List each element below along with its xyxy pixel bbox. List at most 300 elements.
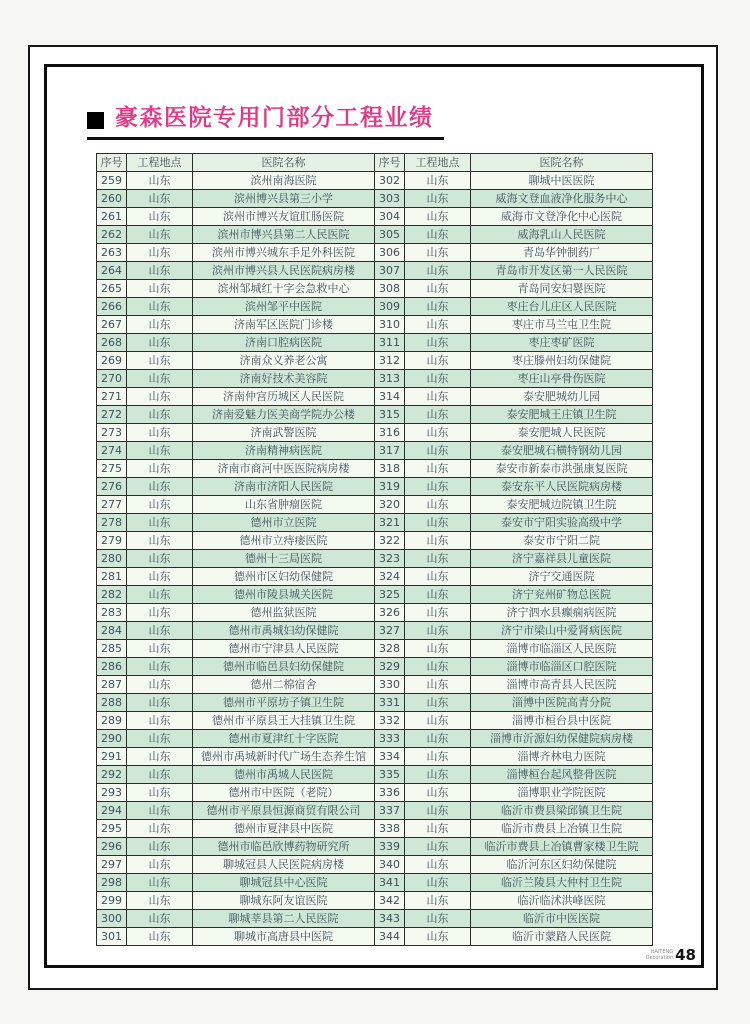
serial-cell: 300 [97,910,127,928]
location-cell: 山东 [405,910,471,928]
serial-cell: 283 [97,604,127,622]
serial-cell: 328 [375,640,405,658]
location-cell: 山东 [127,190,193,208]
serial-cell: 306 [375,244,405,262]
hospital-cell: 淄博市临淄区口腔医院 [471,658,653,676]
location-cell: 山东 [405,766,471,784]
serial-cell: 330 [375,676,405,694]
hospital-cell: 济宁交通医院 [471,568,653,586]
hospital-cell: 德州市禹城人民医院 [193,766,375,784]
serial-cell: 334 [375,748,405,766]
serial-cell: 265 [97,280,127,298]
location-cell: 山东 [127,388,193,406]
serial-cell: 299 [97,892,127,910]
hospital-cell: 淄博桓台起风整骨医院 [471,766,653,784]
location-cell: 山东 [405,244,471,262]
hospital-cell: 临沂市费县梁邱镇卫生院 [471,802,653,820]
location-cell: 山东 [405,460,471,478]
header-location-left: 工程地点 [127,154,193,172]
hospital-cell: 聊城冠县人民医院病房楼 [193,856,375,874]
hospital-cell: 淄博市高青县人民医院 [471,676,653,694]
location-cell: 山东 [127,802,193,820]
table-row [97,172,653,190]
location-cell: 山东 [127,748,193,766]
hospital-cell: 泰安市新泰市洪强康复医院 [471,460,653,478]
hospital-cell: 滨州市博兴县人民医院病房楼 [193,262,375,280]
location-cell: 山东 [127,694,193,712]
serial-cell: 322 [375,532,405,550]
hospital-cell: 淄博职业学院医院 [471,784,653,802]
location-cell: 山东 [405,892,471,910]
location-cell: 山东 [127,874,193,892]
hospital-cell: 德州市禹城妇幼保健院 [193,622,375,640]
serial-cell: 317 [375,442,405,460]
hospital-cell: 德州市禹城新时代广场生态养生馆 [193,748,375,766]
serial-cell: 311 [375,334,405,352]
serial-cell: 302 [375,172,405,190]
serial-cell: 271 [97,388,127,406]
table-row [97,280,653,298]
location-cell: 山东 [405,622,471,640]
hospital-cell: 济南好技术美容院 [193,370,375,388]
location-cell: 山东 [127,406,193,424]
serial-cell: 315 [375,406,405,424]
location-cell: 山东 [127,424,193,442]
page-footer [646,948,696,963]
serial-cell: 264 [97,262,127,280]
location-cell: 山东 [405,712,471,730]
location-cell: 山东 [127,928,193,946]
serial-cell: 261 [97,208,127,226]
table-row [97,370,653,388]
location-cell: 山东 [405,226,471,244]
hospital-cell: 青岛市开发区第一人民医院 [471,262,653,280]
table-row [97,802,653,820]
hospital-cell: 滨州市博兴城东手足外科医院 [193,244,375,262]
hospital-cell: 德州监狱医院 [193,604,375,622]
table-row [97,550,653,568]
location-cell: 山东 [405,874,471,892]
table-row [97,820,653,838]
location-cell: 山东 [405,838,471,856]
location-cell: 山东 [127,298,193,316]
location-cell: 山东 [405,928,471,946]
hospital-cell: 德州市区妇幼保健院 [193,568,375,586]
serial-cell: 323 [375,550,405,568]
location-cell: 山东 [127,730,193,748]
serial-cell: 292 [97,766,127,784]
title-square-bullet-icon [87,112,104,129]
hospital-cell: 淄博齐林电力医院 [471,748,653,766]
hospital-cell: 济南市济阳人民医院 [193,478,375,496]
title-block [87,106,444,140]
location-cell: 山东 [405,640,471,658]
serial-cell: 290 [97,730,127,748]
location-cell: 山东 [127,478,193,496]
hospital-cell: 德州市平原坊子镇卫生院 [193,694,375,712]
table-row [97,424,653,442]
table-row [97,568,653,586]
hospital-cell: 淄博中医院高青分院 [471,694,653,712]
hospital-cell: 济南仲宫历城区人民医院 [193,388,375,406]
serial-cell: 276 [97,478,127,496]
serial-cell: 273 [97,424,127,442]
serial-cell: 301 [97,928,127,946]
hospital-cell: 德州市中医院（老院） [193,784,375,802]
serial-cell: 305 [375,226,405,244]
serial-cell: 287 [97,676,127,694]
hospital-cell: 泰安市宁阳实验高级中学 [471,514,653,532]
location-cell: 山东 [405,262,471,280]
location-cell: 山东 [127,676,193,694]
header-location-right: 工程地点 [405,154,471,172]
hospital-cell: 威海乳山人民医院 [471,226,653,244]
hospital-cell: 青岛同安妇婴医院 [471,280,653,298]
serial-cell: 304 [375,208,405,226]
table-row [97,226,653,244]
serial-cell: 298 [97,874,127,892]
serial-cell: 262 [97,226,127,244]
hospital-cell: 聊城东阿友谊医院 [193,892,375,910]
location-cell: 山东 [405,316,471,334]
serial-cell: 275 [97,460,127,478]
location-cell: 山东 [127,712,193,730]
serial-cell: 284 [97,622,127,640]
hospital-cell: 威海文登血液净化服务中心 [471,190,653,208]
table-row [97,874,653,892]
serial-cell: 336 [375,784,405,802]
location-cell: 山东 [127,658,193,676]
hospital-cell: 泰安肥城人民医院 [471,424,653,442]
hospital-cell: 临沂市费县上冶镇卫生院 [471,820,653,838]
location-cell: 山东 [405,730,471,748]
page-outer-border [28,45,718,990]
hospital-cell: 临沂市费县上冶镇曹家楼卫生院 [471,838,653,856]
location-cell: 山东 [405,298,471,316]
location-cell: 山东 [127,766,193,784]
serial-cell: 279 [97,532,127,550]
serial-cell: 269 [97,352,127,370]
serial-cell: 291 [97,748,127,766]
serial-cell: 337 [375,802,405,820]
serial-cell: 260 [97,190,127,208]
hospital-cell: 德州市平原县恒源商贸有限公司 [193,802,375,820]
location-cell: 山东 [127,226,193,244]
hospital-cell: 济南爱魅力医美商学院办公楼 [193,406,375,424]
location-cell: 山东 [405,820,471,838]
serial-cell: 289 [97,712,127,730]
location-cell: 山东 [127,856,193,874]
hospital-cell: 济宁嘉祥县儿童医院 [471,550,653,568]
page-number: 48 [675,946,696,964]
serial-cell: 324 [375,568,405,586]
hospital-cell: 枣庄滕州妇幼保健院 [471,352,653,370]
hospital-cell: 德州市陵县城关医院 [193,586,375,604]
serial-cell: 340 [375,856,405,874]
location-cell: 山东 [127,550,193,568]
serial-cell: 281 [97,568,127,586]
serial-cell: 321 [375,514,405,532]
location-cell: 山东 [405,190,471,208]
table-row [97,190,653,208]
location-cell: 山东 [127,172,193,190]
table-row [97,640,653,658]
hospital-cell: 德州二棉宿舍 [193,676,375,694]
serial-cell: 339 [375,838,405,856]
serial-cell: 327 [375,622,405,640]
table-row [97,730,653,748]
table-row [97,298,653,316]
hospital-cell: 济宁泗水县癫痫病医院 [471,604,653,622]
hospital-cell: 滨州邹平中医院 [193,298,375,316]
hospital-cell: 德州市临邑欣博药物研究所 [193,838,375,856]
serial-cell: 288 [97,694,127,712]
location-cell: 山东 [405,280,471,298]
serial-cell: 272 [97,406,127,424]
serial-cell: 286 [97,658,127,676]
table-row [97,316,653,334]
hospital-cell: 滨州市博兴县第二人民医院 [193,226,375,244]
hospital-cell: 泰安肥城王庄镇卫生院 [471,406,653,424]
hospital-cell: 济南市商河中医医院病房楼 [193,460,375,478]
location-cell: 山东 [405,388,471,406]
hospital-cell: 德州市立医院 [193,514,375,532]
hospital-cell: 聊城冠县中心医院 [193,874,375,892]
page-inner-border [44,64,704,968]
serial-cell: 341 [375,874,405,892]
hospital-cell: 济南精神病医院 [193,442,375,460]
hospital-cell: 滨州市博兴友谊肛肠医院 [193,208,375,226]
serial-cell: 342 [375,892,405,910]
location-cell: 山东 [127,586,193,604]
location-cell: 山东 [127,910,193,928]
table-row [97,712,653,730]
hospital-cell: 济宁兖州矿物总医院 [471,586,653,604]
serial-cell: 280 [97,550,127,568]
location-cell: 山东 [127,460,193,478]
location-cell: 山东 [405,658,471,676]
location-cell: 山东 [405,784,471,802]
location-cell: 山东 [405,550,471,568]
location-cell: 山东 [127,784,193,802]
location-cell: 山东 [405,208,471,226]
hospital-cell: 临沂兰陵县大仲村卫生院 [471,874,653,892]
location-cell: 山东 [127,604,193,622]
location-cell: 山东 [127,262,193,280]
serial-cell: 326 [375,604,405,622]
table-row [97,244,653,262]
serial-cell: 310 [375,316,405,334]
hospital-cell: 济南口腔病医院 [193,334,375,352]
table-row [97,748,653,766]
serial-cell: 303 [375,190,405,208]
table-row [97,586,653,604]
serial-cell: 296 [97,838,127,856]
table-row [97,694,653,712]
hospital-cell: 淄博市沂源妇幼保健院病房楼 [471,730,653,748]
hospital-cell: 德州市临邑县妇幼保健院 [193,658,375,676]
hospital-cell: 威海市文登净化中心医院 [471,208,653,226]
hospital-cell: 济南众义养老公寓 [193,352,375,370]
hospital-cell: 济南武警医院 [193,424,375,442]
location-cell: 山东 [405,442,471,460]
table-header-row [97,154,653,172]
header-hospital-right: 医院名称 [471,154,653,172]
table-row [97,784,653,802]
serial-cell: 343 [375,910,405,928]
serial-cell: 325 [375,586,405,604]
location-cell: 山东 [127,442,193,460]
location-cell: 山东 [405,478,471,496]
location-cell: 山东 [405,532,471,550]
serial-cell: 335 [375,766,405,784]
serial-cell: 329 [375,658,405,676]
serial-cell: 263 [97,244,127,262]
serial-cell: 314 [375,388,405,406]
hospital-cell: 滨州南海医院 [193,172,375,190]
location-cell: 山东 [127,316,193,334]
brand-mark [646,949,673,961]
hospital-cell: 济南军区医院门诊楼 [193,316,375,334]
location-cell: 山东 [405,424,471,442]
serial-cell: 268 [97,334,127,352]
table-row [97,910,653,928]
serial-cell: 320 [375,496,405,514]
location-cell: 山东 [405,370,471,388]
hospital-cell: 德州十三局医院 [193,550,375,568]
serial-cell: 259 [97,172,127,190]
location-cell: 山东 [127,532,193,550]
serial-cell: 277 [97,496,127,514]
hospital-cell: 山东省肿瘤医院 [193,496,375,514]
table-row [97,658,653,676]
table-row [97,460,653,478]
table-body [97,172,653,946]
location-cell: 山东 [127,838,193,856]
serial-cell: 270 [97,370,127,388]
serial-cell: 307 [375,262,405,280]
hospital-cell: 枣庄山亭骨伤医院 [471,370,653,388]
location-cell: 山东 [405,172,471,190]
table-row [97,622,653,640]
header-serial-right: 序号 [375,154,405,172]
header-serial-left: 序号 [97,154,127,172]
hospital-cell: 聊城莘县第二人民医院 [193,910,375,928]
projects-table-wrap [96,153,652,946]
hospital-cell: 淄博市临淄区人民医院 [471,640,653,658]
hospital-cell: 泰安肥城幼儿园 [471,388,653,406]
serial-cell: 294 [97,802,127,820]
serial-cell: 316 [375,424,405,442]
location-cell: 山东 [127,892,193,910]
hospital-cell: 聊城市高唐县中医院 [193,928,375,946]
hospital-cell: 德州市夏津红十字医院 [193,730,375,748]
hospital-cell: 临沂河东区妇幼保健院 [471,856,653,874]
serial-cell: 318 [375,460,405,478]
brand-line1: HAITENG [650,949,674,955]
location-cell: 山东 [405,604,471,622]
location-cell: 山东 [405,856,471,874]
table-row [97,262,653,280]
serial-cell: 344 [375,928,405,946]
hospital-cell: 德州市夏津县中医院 [193,820,375,838]
serial-cell: 338 [375,820,405,838]
location-cell: 山东 [127,352,193,370]
serial-cell: 313 [375,370,405,388]
hospital-cell: 德州市宁津县人民医院 [193,640,375,658]
location-cell: 山东 [127,820,193,838]
hospital-cell: 德州市立痔瘘医院 [193,532,375,550]
table-row [97,496,653,514]
hospital-cell: 临沂市中医医院 [471,910,653,928]
serial-cell: 278 [97,514,127,532]
hospital-cell: 滨州邹城红十字会急救中心 [193,280,375,298]
location-cell: 山东 [127,640,193,658]
hospital-cell: 淄博市桓台县中医院 [471,712,653,730]
hospital-cell: 枣庄台儿庄区人民医院 [471,298,653,316]
location-cell: 山东 [405,694,471,712]
location-cell: 山东 [127,622,193,640]
location-cell: 山东 [405,676,471,694]
table-row [97,838,653,856]
serial-cell: 293 [97,784,127,802]
brand-line2: Decoration [645,955,674,961]
table-row [97,388,653,406]
serial-cell: 274 [97,442,127,460]
serial-cell: 312 [375,352,405,370]
serial-cell: 285 [97,640,127,658]
hospital-cell: 青岛华钟制药厂 [471,244,653,262]
projects-table [96,153,653,946]
location-cell: 山东 [405,352,471,370]
location-cell: 山东 [127,514,193,532]
table-row [97,604,653,622]
serial-cell: 333 [375,730,405,748]
location-cell: 山东 [127,334,193,352]
table-row [97,532,653,550]
location-cell: 山东 [405,514,471,532]
serial-cell: 332 [375,712,405,730]
table-row [97,208,653,226]
serial-cell: 308 [375,280,405,298]
header-hospital-left: 医院名称 [193,154,375,172]
hospital-cell: 泰安肥城石横特钢幼儿园 [471,442,653,460]
location-cell: 山东 [127,496,193,514]
hospital-cell: 济宁市梁山中爱肾病医院 [471,622,653,640]
location-cell: 山东 [405,406,471,424]
location-cell: 山东 [405,496,471,514]
location-cell: 山东 [405,748,471,766]
location-cell: 山东 [405,334,471,352]
hospital-cell: 枣庄市马兰屯卫生院 [471,316,653,334]
table-row [97,514,653,532]
page-title: 豪森医院专用门部分工程业绩 [115,105,434,131]
table-row [97,352,653,370]
location-cell: 山东 [127,244,193,262]
table-row [97,766,653,784]
serial-cell: 267 [97,316,127,334]
location-cell: 山东 [127,370,193,388]
serial-cell: 309 [375,298,405,316]
location-cell: 山东 [405,802,471,820]
table-row [97,334,653,352]
location-cell: 山东 [127,280,193,298]
hospital-cell: 泰安市宁阳二院 [471,532,653,550]
hospital-cell: 临沂市蒙路人民医院 [471,928,653,946]
table-row [97,676,653,694]
serial-cell: 297 [97,856,127,874]
hospital-cell: 枣庄枣矿医院 [471,334,653,352]
